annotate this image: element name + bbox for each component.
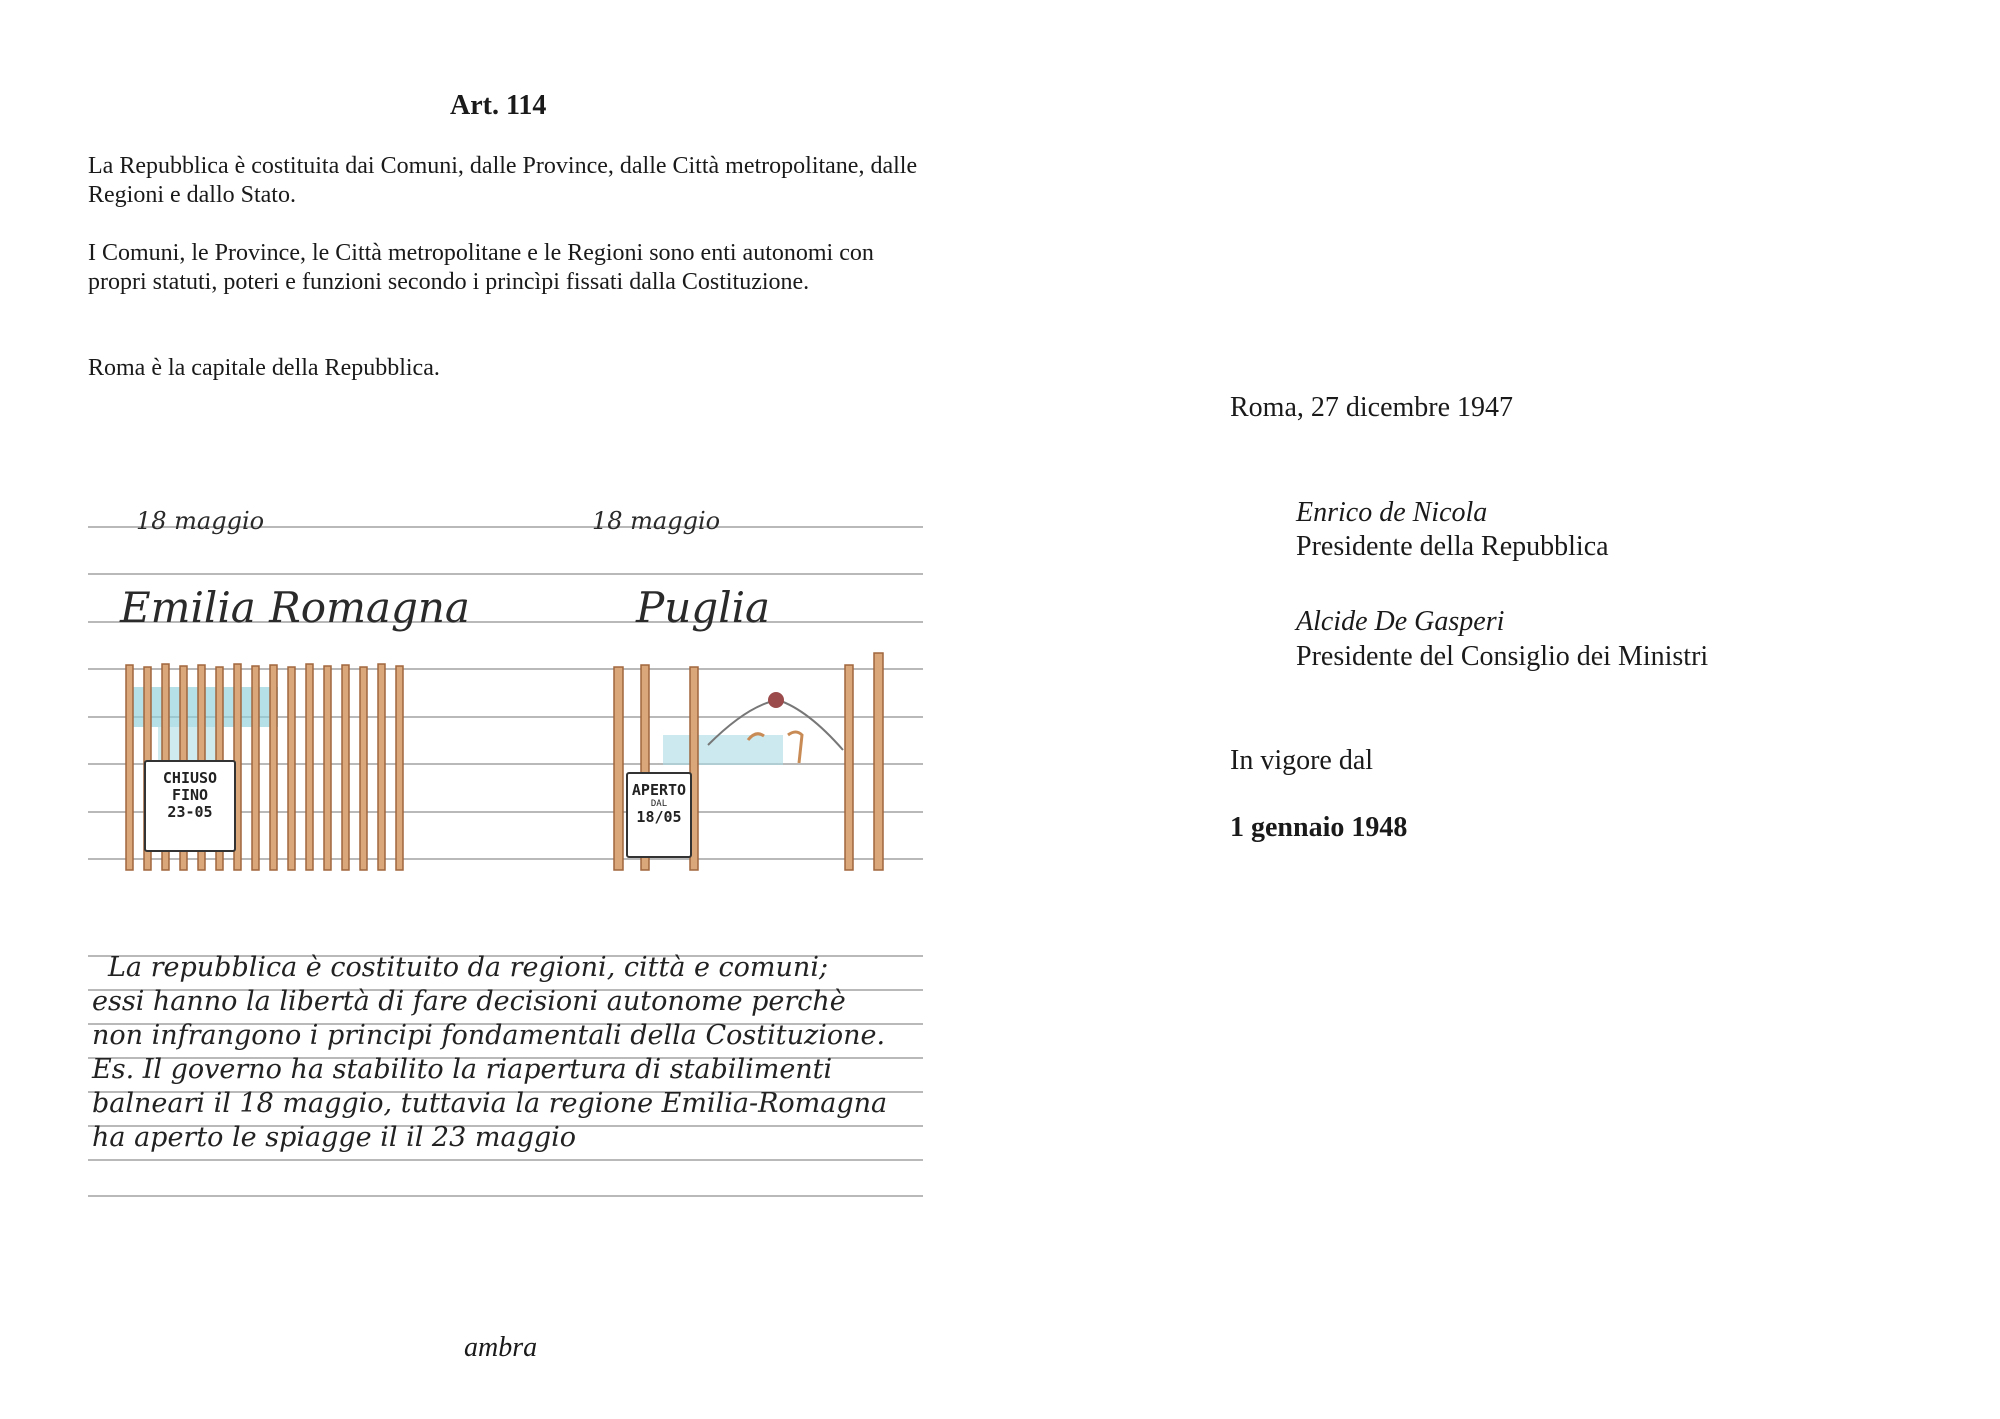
place-and-date: Roma, 27 dicembre 1947: [1230, 392, 1514, 423]
article-paragraph-2: I Comuni, le Province, le Città metropolitane e le Regioni sono enti autonomi con propri statuti, poteri e funzioni secondo i princìpi fissati dalla Costituzione.: [88, 240, 874, 295]
handwritten-line-2: essi hanno la libertà di fare decisioni autonome perchè: [92, 986, 846, 1017]
handwritten-line-6: ha aperto le spiagge il il 23 maggio: [92, 1122, 577, 1153]
signatory-2-name: Alcide De Gasperi: [1296, 606, 1505, 637]
signatory-1-name: Enrico de Nicola: [1296, 497, 1488, 528]
handwritten-line-1: La repubblica è costituito da regioni, città e comuni;: [108, 952, 829, 983]
open-sign-line-3: 18/05: [636, 808, 682, 826]
article-paragraph-1: La Repubblica è costituita dai Comuni, dalle Province, dalle Città metropolitane, dalle Regioni e dallo Stato.: [88, 153, 918, 208]
handwritten-line-4: Es. Il governo ha stabilito la riapertura di stabilimenti: [92, 1054, 833, 1085]
drawing-region-left: Emilia Romagna: [120, 583, 470, 632]
closed-sign-line-3: 23-05: [167, 803, 213, 821]
article-paragraph-3: Roma è la capitale della Repubblica.: [88, 355, 440, 381]
open-sign-line-2: DAL: [650, 799, 668, 809]
drawing-date-right: 18 maggio: [592, 507, 721, 535]
handwritten-text: [88, 940, 923, 1210]
handwritten-line-5: balneari il 18 maggio, tuttavia la regione Emilia-Romagna: [92, 1088, 888, 1119]
closed-sign-line-2: FINO: [171, 786, 209, 804]
closed-sign-line-1: CHIUSO: [162, 769, 218, 787]
handwritten-line-3: non infrangono i principi fondamentali della Costituzione.: [92, 1020, 886, 1051]
in-force-label: In vigore dal: [1230, 745, 1374, 776]
in-force-date: 1 gennaio 1948: [1230, 812, 1408, 843]
open-sign: [626, 772, 692, 858]
author-name: ambra: [464, 1332, 538, 1363]
article-title: Art. 114: [450, 90, 547, 121]
drawing-region-right: Puglia: [636, 583, 771, 632]
closed-sign: [144, 760, 236, 852]
open-sign-line-1: APERTO: [631, 781, 687, 799]
signatory-2-role: Presidente del Consiglio dei Ministri: [1296, 641, 1709, 672]
drawing-date-left: 18 maggio: [136, 507, 265, 535]
child-drawing: [88, 495, 923, 875]
signatory-1-role: Presidente della Repubblica: [1296, 531, 1609, 562]
